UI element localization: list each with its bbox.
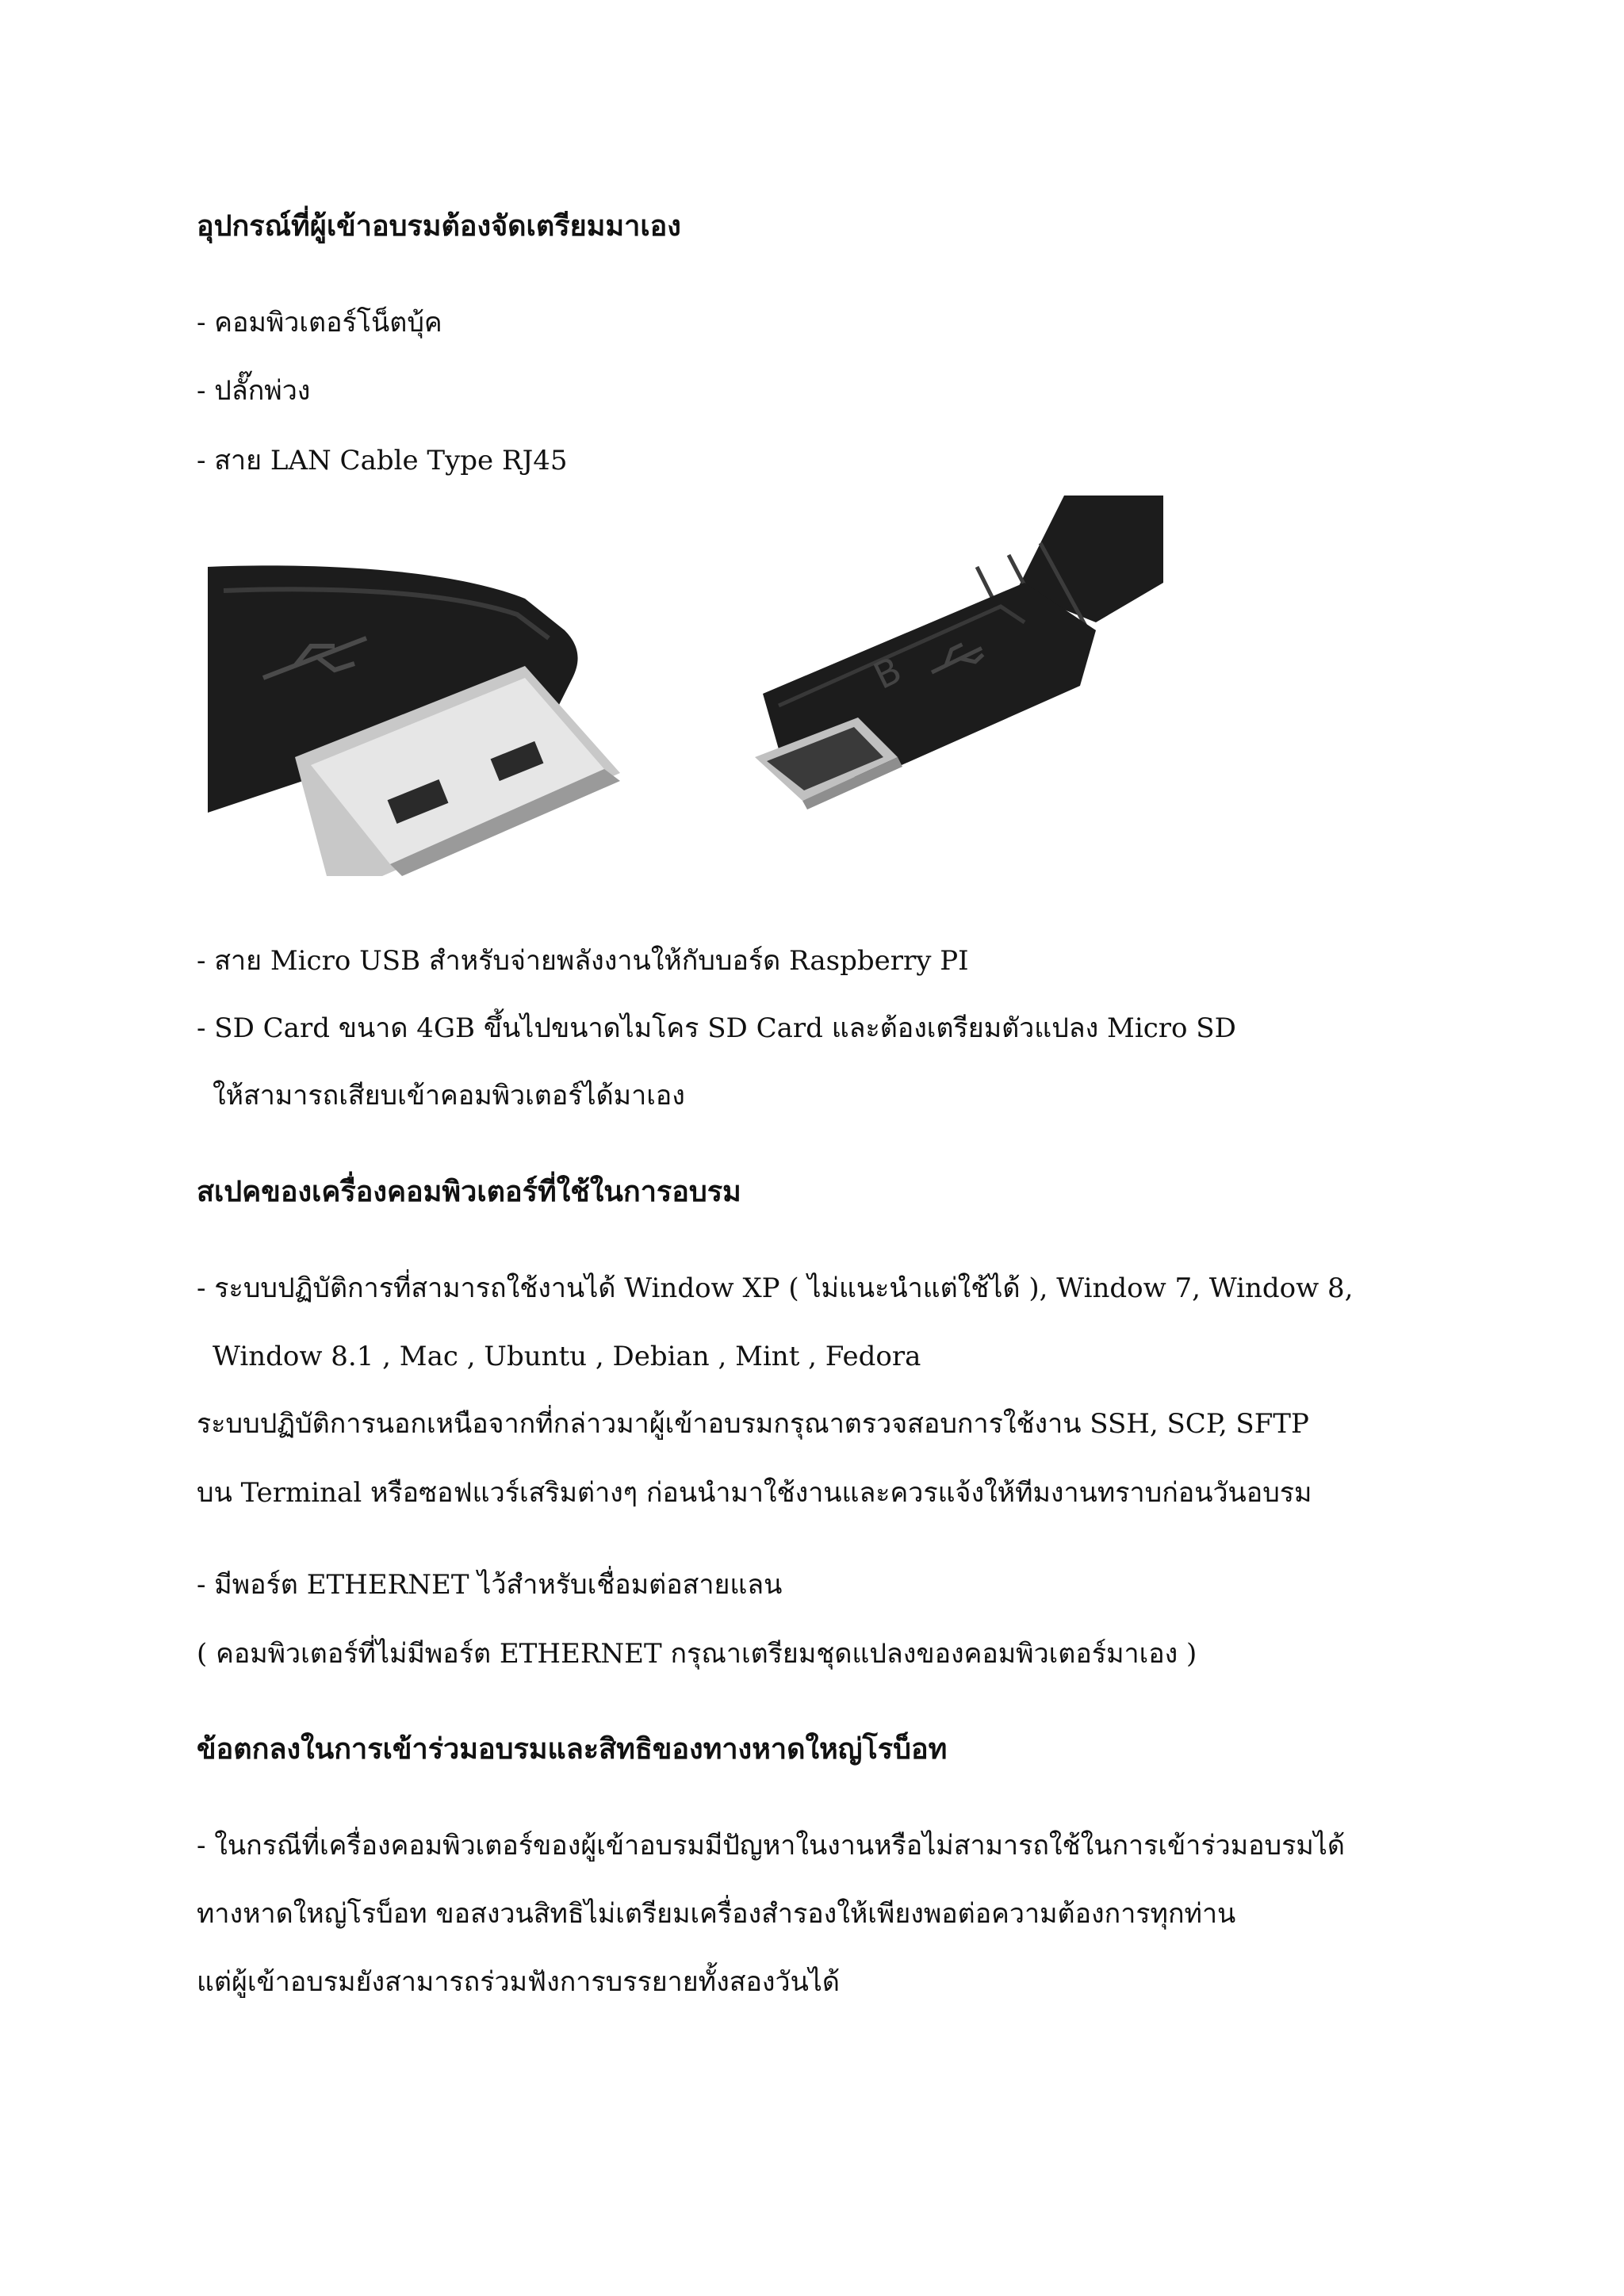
paragraph-line: บน Terminal หรือซอฟแวร์เสริมต่างๆ ก่อนนำมาใช้งานและควรแจ้งให้ทีมงานทราบก่อนวันอบรม bbox=[197, 1477, 1312, 1509]
paragraph-line: ( คอมพิวเตอร์ที่ไม่มีพอร์ต ETHERNET กรุณาเตรียมชุดแปลงของคอมพิวเตอร์มาเอง ) bbox=[197, 1638, 1197, 1670]
heading-terms: ข้อตกลงในการเข้าร่วมอบรมและสิทธิของทางหาดใหญ่โรบ็อท bbox=[197, 1732, 948, 1766]
svg-text:B: B bbox=[867, 648, 909, 698]
list-item: ให้สามารถเสียบเข้าคอมพิวเตอร์ได้มาเอง bbox=[213, 1080, 685, 1112]
list-item: - สาย Micro USB สำหรับจ่ายพลังงานให้กับบอร์ด Raspberry PI bbox=[197, 945, 969, 977]
list-item: - SD Card ขนาด 4GB ขึ้นไปขนาดไมโคร SD Card และต้องเตรียมตัวแปลง Micro SD bbox=[197, 1012, 1236, 1044]
paragraph-line: - ในกรณีที่เครื่องคอมพิวเตอร์ของผู้เข้าอบรมมีปัญหาในงานหรือไม่สามารถใช้ในการเข้าร่วมอบรมได้ bbox=[197, 1830, 1345, 1862]
paragraph-line: Window 8.1 , Mac , Ubuntu , Debian , Mint , Fedora bbox=[213, 1341, 921, 1372]
paragraph-line: - มีพอร์ต ETHERNET ไว้สำหรับเชื่อมต่อสายแลน bbox=[197, 1569, 783, 1601]
list-item: - คอมพิวเตอร์โน็ตบุ้ค bbox=[197, 307, 442, 339]
usb-cable-photo bbox=[208, 496, 1163, 876]
paragraph-line: ทางหาดใหญ่โรบ็อท ขอสงวนสิทธิไม่เตรียมเครื่องสำรองให้เพียงพอต่อความต้องการทุกท่าน bbox=[197, 1898, 1236, 1930]
heading-computer-spec: สเปคของเครื่องคอมพิวเตอร์ที่ใช้ในการอบรม bbox=[197, 1175, 741, 1208]
list-item: - ปลั๊กพ่วง bbox=[197, 375, 311, 407]
paragraph-line: แต่ผู้เข้าอบรมยังสามารถร่วมฟังการบรรยายทั้งสองวันได้ bbox=[197, 1966, 840, 1998]
heading-equipment: อุปกรณ์ที่ผู้เข้าอบรมต้องจัดเตรียมมาเอง bbox=[197, 209, 681, 243]
paragraph-line: - ระบบปฏิบัติการที่สามารถใช้งานได้ Window XP ( ไม่แนะนำแต่ใช้ได้ ), Window 7, Window 8, bbox=[197, 1272, 1354, 1304]
list-item: - สาย LAN Cable Type RJ45 bbox=[197, 445, 568, 476]
paragraph-line: ระบบปฏิบัติการนอกเหนือจากที่กล่าวมาผู้เข้าอบรมกรุณาตรวจสอบการใช้งาน SSH, SCP, SFTP bbox=[197, 1408, 1309, 1440]
